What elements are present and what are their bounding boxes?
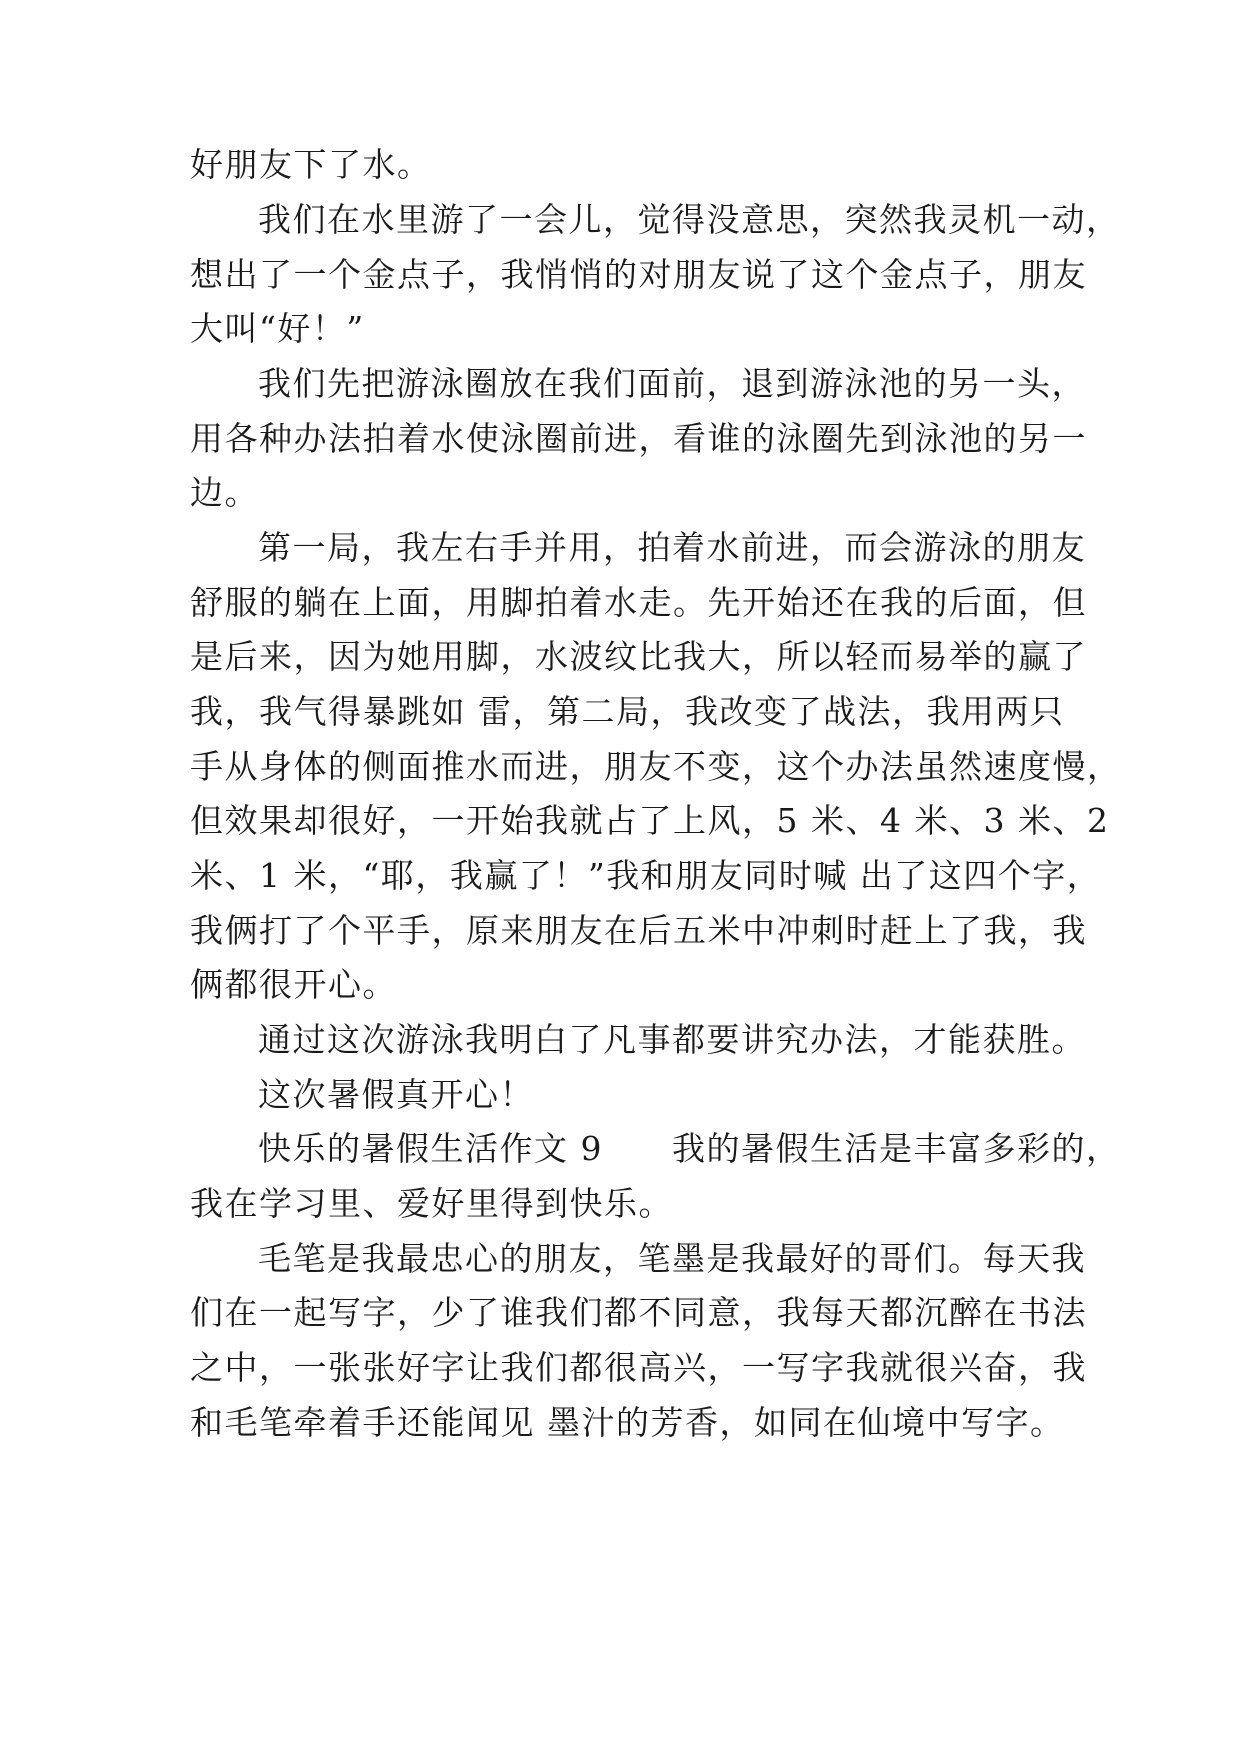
text-line: 手从身体的侧面推水而进，朋友不变，这个办法虽然速度慢， bbox=[190, 747, 1122, 786]
text-line: 好朋友下了水。 bbox=[190, 145, 432, 184]
text-line: 米、1 米，“耶，我赢了！”我和朋友同时喊 出了这四个字， bbox=[190, 856, 1102, 895]
text-line: 想出了一个金点子，我悄悄的对朋友说了这个金点子，朋友 bbox=[190, 255, 1087, 294]
text-line: 之中，一张张好字让我们都很高兴，一写字我就很兴奋，我 bbox=[190, 1348, 1087, 1387]
text-line: 我俩打了个平手，原来朋友在后五米中冲刺时赶上了我，我 bbox=[190, 911, 1087, 950]
paragraph-first-line: 我们先把游泳圈放在我们面前，退到游泳池的另一头， bbox=[258, 364, 1086, 403]
paragraph-first-line: 毛笔是我最忠心的朋友，笔墨是我最好的哥们。每天我 bbox=[258, 1239, 1086, 1278]
text-line: 我在学习里、爱好里得到快乐。 bbox=[190, 1184, 673, 1223]
text-line: 们在一起写字，少了谁我们都不同意，我每天都沉醉在书法 bbox=[190, 1293, 1087, 1332]
text-line: 用各种办法拍着水使泳圈前进，看谁的泳圈先到泳池的另一 bbox=[190, 419, 1087, 458]
paragraph-first-line: 第一局，我左右手并用，拍着水前进，而会游泳的朋友 bbox=[258, 528, 1086, 567]
paragraph-first-line: 我们在水里游了一会儿，觉得没意思，突然我灵机一动， bbox=[258, 200, 1121, 239]
paragraph-first-line: 通过这次游泳我明白了凡事都要讲究办法，才能获胜。 bbox=[258, 1020, 1086, 1059]
text-line: 但效果却很好，一开始我就占了上风，5 米、4 米、3 米、2 bbox=[190, 801, 1110, 840]
paragraph-first-line: 快乐的暑假生活作文 9 我的暑假生活是丰富多彩的， bbox=[258, 1129, 1121, 1168]
text-line: 是后来，因为她用脚，水波纹比我大，所以轻而易举的赢了 bbox=[190, 637, 1087, 676]
paragraph-first-line: 这次暑假真开心！ bbox=[258, 1075, 534, 1114]
text-line: 我，我气得暴跳如 雷，第二局，我改变了战法，我用两只 bbox=[190, 692, 1065, 731]
text-line: 大叫“好！” bbox=[190, 309, 365, 348]
text-line: 舒服的躺在上面，用脚拍着水走。先开始还在我的后面，但 bbox=[190, 583, 1087, 622]
text-line: 边。 bbox=[190, 473, 259, 512]
text-line: 俩都很开心。 bbox=[190, 965, 397, 1004]
text-line: 和毛笔牵着手还能闻见 墨汁的芳香，如同在仙境中写字。 bbox=[190, 1403, 1065, 1442]
